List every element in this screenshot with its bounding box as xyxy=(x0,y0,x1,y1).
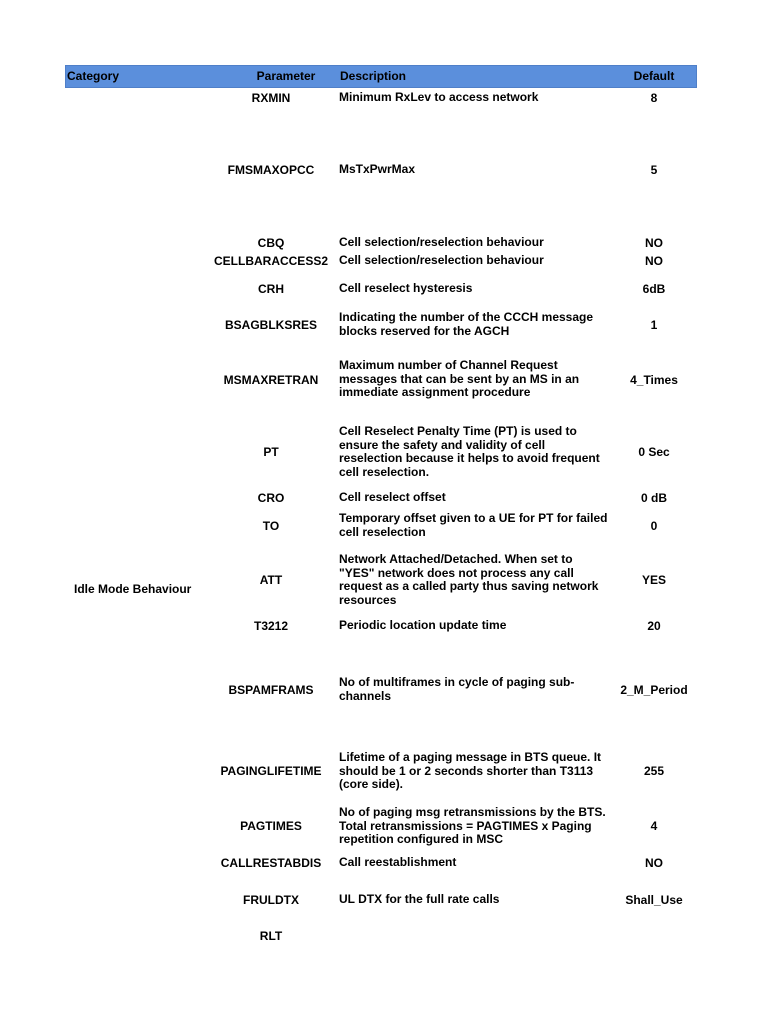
parameter-cell: RXMIN xyxy=(251,91,291,105)
description-cell: Cell selection/reselection behaviour xyxy=(339,253,544,267)
parameter-cell: PAGTIMES xyxy=(240,819,302,833)
parameter-cell: TO xyxy=(262,519,280,533)
default-cell: 4 xyxy=(650,819,658,833)
parameter-cell: ATT xyxy=(259,573,283,587)
description-cell: Periodic location update time xyxy=(339,618,507,632)
parameter-cell: BSPAMFRAMS xyxy=(228,683,314,697)
header-category: Category xyxy=(67,69,120,83)
parameter-cell: RLT xyxy=(259,929,283,943)
description-cell: Minimum RxLev to access network xyxy=(339,90,539,104)
default-cell: 20 xyxy=(647,619,661,633)
header-description: Description xyxy=(340,69,407,83)
description-cell: Cell selection/reselection behaviour xyxy=(339,235,544,249)
default-cell: 6dB xyxy=(642,282,666,296)
parameter-cell: CRH xyxy=(258,282,284,296)
default-cell: YES xyxy=(641,573,666,587)
default-cell: 5 xyxy=(650,163,658,177)
parameter-cell: PT xyxy=(263,445,279,459)
default-cell: NO xyxy=(645,856,663,870)
description-cell: Network Attached/Detached. When set to "YES" network does not process any call request as a called party thus saving network resources xyxy=(339,552,599,607)
header-default: Default xyxy=(633,69,675,83)
description-cell: No of multiframes in cycle of paging sub-channels xyxy=(339,675,575,703)
description-cell: Maximum number of Channel Request messages that can be sent by an MS in an immediate assignment procedure xyxy=(339,358,580,399)
description-cell: Temporary offset given to a UE for PT for failed cell reselection xyxy=(339,511,608,539)
default-cell: NO xyxy=(645,236,663,250)
default-cell: 2_M_Period xyxy=(620,683,688,697)
description-cell: No of paging msg retransmissions by the BTS. Total retransmissions = PAGTIMES x Paging repetition configured in MSC xyxy=(339,805,606,846)
description-cell: Call reestablishment xyxy=(339,855,457,869)
category-label: Idle Mode Behaviour xyxy=(74,582,192,596)
default-cell: 0 dB xyxy=(640,491,667,505)
parameter-cell: T3212 xyxy=(253,619,289,633)
table-header xyxy=(65,65,697,88)
description-cell: Lifetime of a paging message in BTS queue. It should be 1 or 2 seconds shorter than T3113 (core side). xyxy=(339,750,602,791)
parameter-cell: CBQ xyxy=(257,236,285,250)
parameter-cell: CELLBARACCESS2 xyxy=(213,254,328,268)
parameter-cell: CRO xyxy=(257,491,285,505)
description-cell: Cell Reselect Penalty Time (PT) is used to ensure the safety and validity of cell reselection because it helps to avoid frequent cell reselection. xyxy=(339,424,600,479)
default-cell: 255 xyxy=(643,764,665,778)
default-cell: 0 Sec xyxy=(638,445,670,459)
default-cell: 1 xyxy=(650,318,658,332)
description-cell: Cell reselect offset xyxy=(339,490,446,504)
parameter-cell: MSMAXRETRAN xyxy=(223,373,319,387)
parameter-cell: CALLRESTABDIS xyxy=(220,856,322,870)
parameter-cell: BSAGBLKSRES xyxy=(224,318,317,332)
parameter-cell: PAGINGLIFETIME xyxy=(220,764,322,778)
default-cell: Shall_Use xyxy=(625,893,683,907)
default-cell: NO xyxy=(645,254,663,268)
header-parameter: Parameter xyxy=(256,69,316,83)
parameter-cell: FMSMAXOPCC xyxy=(227,163,315,177)
parameter-cell: FRULDTX xyxy=(243,893,299,907)
description-cell: Cell reselect hysteresis xyxy=(339,281,473,295)
description-cell: MsTxPwrMax xyxy=(339,162,416,176)
description-cell: Indicating the number of the CCCH message blocks reserved for the AGCH xyxy=(339,310,594,338)
description-cell: UL DTX for the full rate calls xyxy=(339,892,500,906)
default-cell: 0 xyxy=(650,519,658,533)
default-cell: 4_Times xyxy=(630,373,678,387)
default-cell: 8 xyxy=(650,91,658,105)
